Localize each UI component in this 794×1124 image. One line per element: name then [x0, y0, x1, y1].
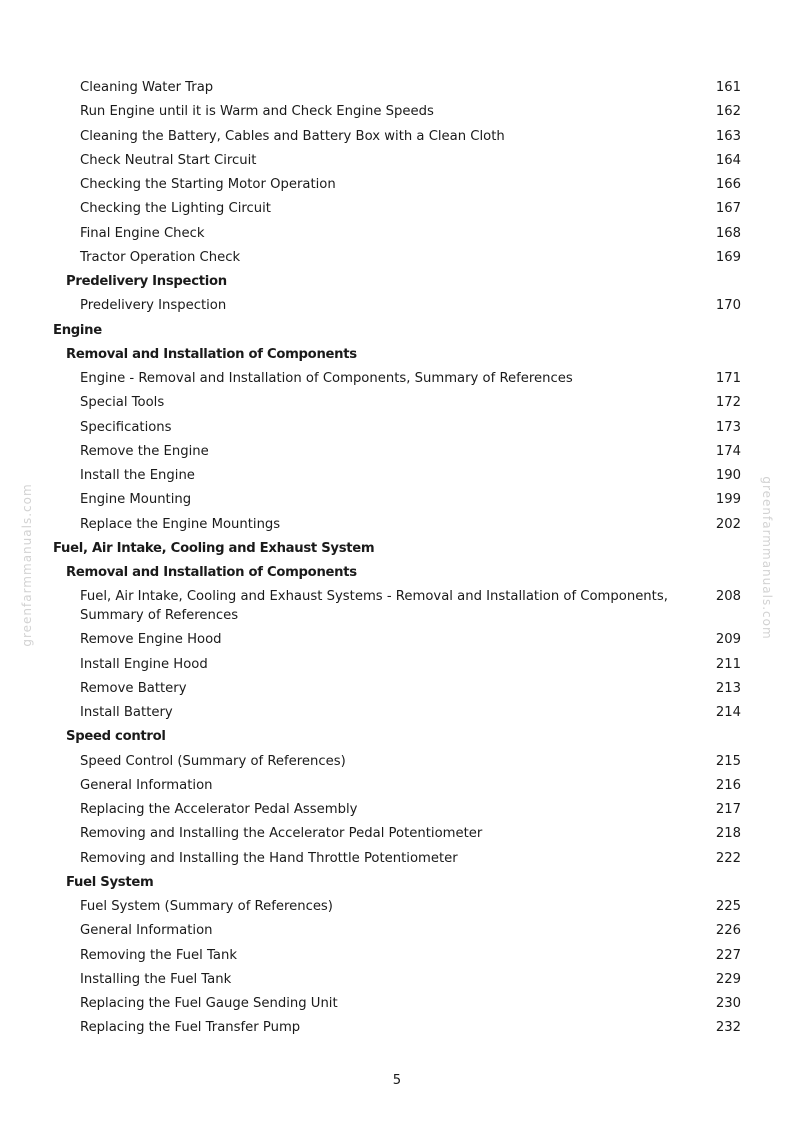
toc-entry-page: 227 — [715, 947, 741, 963]
toc-entry-title: Checking the Starting Motor Operation — [80, 177, 336, 192]
toc-entry-title: Install Battery — [80, 705, 173, 720]
toc-entry[interactable] — [0, 246, 794, 270]
toc-entry-page: 161 — [715, 80, 741, 95]
toc-section-title: Fuel, Air Intake, Cooling and Exhaust System — [53, 540, 375, 556]
table-of-contents — [0, 76, 794, 1041]
toc-entry[interactable] — [0, 197, 794, 221]
toc-entry-page: 230 — [715, 996, 741, 1011]
toc-entry[interactable] — [0, 968, 794, 992]
toc-entry[interactable] — [0, 125, 794, 149]
toc-entry-page: 170 — [715, 298, 741, 314]
toc-entry[interactable] — [0, 919, 794, 943]
toc-entry-title: Final Engine Check — [80, 225, 205, 241]
toc-entry[interactable] — [0, 847, 794, 871]
toc-entry[interactable] — [0, 488, 794, 512]
toc-entry-title: Install Engine Hood — [80, 656, 208, 672]
toc-entry[interactable] — [0, 895, 794, 919]
toc-entry-title: Replacing the Fuel Transfer Pump — [80, 1020, 301, 1036]
toc-entry-page: 226 — [715, 923, 741, 939]
toc-entry-page: 211 — [715, 656, 741, 672]
toc-entry[interactable] — [0, 173, 794, 197]
toc-entry-page: 202 — [715, 516, 741, 532]
toc-entry-title: Install the Engine — [80, 468, 195, 483]
toc-entry-page: 164 — [715, 152, 741, 168]
toc-entry-title: General Information — [80, 923, 213, 939]
toc-entry[interactable] — [0, 222, 794, 246]
toc-section-heading[interactable] — [0, 537, 794, 561]
toc-entry-page: 213 — [715, 680, 741, 696]
page-number: 5 — [392, 1073, 402, 1088]
toc-entry-page: 208 — [715, 589, 741, 605]
toc-entry-page: 199 — [715, 492, 741, 508]
toc-entry-title: Removing the Fuel Tank — [80, 947, 237, 963]
toc-entry[interactable] — [0, 701, 794, 725]
toc-entry-page: 209 — [715, 632, 741, 648]
toc-entry-title: Engine Mounting — [80, 492, 192, 508]
toc-entry-page: 168 — [715, 225, 741, 241]
toc-subsection-title: Removal and Installation of Components — [66, 565, 357, 580]
toc-entry-page: 171 — [715, 371, 741, 386]
toc-entry-page: 217 — [715, 802, 741, 817]
toc-subsection-title: Removal and Installation of Components — [66, 346, 357, 362]
toc-entry-title: Check Neutral Start Circuit — [80, 152, 257, 168]
toc-section-title: Engine — [53, 322, 102, 338]
toc-entry-title: Fuel System (Summary of References) — [80, 899, 333, 914]
toc-entry[interactable] — [0, 774, 794, 798]
toc-entry-page: 190 — [715, 468, 741, 483]
toc-subsection-heading[interactable] — [0, 561, 794, 585]
toc-entry-title: Checking the Lighting Circuit — [80, 201, 271, 217]
toc-entry-title: Remove the Engine — [80, 443, 209, 459]
toc-entry[interactable] — [0, 750, 794, 774]
toc-entry-page: 173 — [715, 419, 741, 435]
toc-entry-title: Installing the Fuel Tank — [80, 971, 232, 987]
toc-entry[interactable] — [0, 1016, 794, 1040]
toc-section-heading[interactable] — [0, 319, 794, 343]
toc-entry-title: Remove Battery — [80, 680, 187, 696]
toc-entry-title: Special Tools — [80, 395, 165, 411]
toc-entry[interactable] — [0, 677, 794, 701]
toc-entry-page: 229 — [715, 971, 741, 987]
toc-entry-page: 163 — [715, 128, 741, 144]
toc-entry[interactable] — [0, 440, 794, 464]
toc-entry-title: Specifications — [80, 419, 172, 435]
toc-entry[interactable] — [0, 944, 794, 968]
toc-entry-page: 232 — [715, 1020, 741, 1036]
toc-entry-title: Remove Engine Hood — [80, 632, 222, 648]
toc-entry[interactable] — [0, 76, 794, 100]
toc-entry[interactable] — [0, 585, 794, 628]
toc-entry[interactable] — [0, 100, 794, 124]
toc-entry-title: Speed Control (Summary of References) — [80, 753, 346, 769]
toc-entry-title: Engine - Removal and Installation of Components, Summary of References — [80, 371, 573, 386]
toc-entry-page: 218 — [715, 826, 741, 842]
toc-entry[interactable] — [0, 367, 794, 391]
toc-subsection-heading[interactable] — [0, 343, 794, 367]
toc-subsection-heading[interactable] — [0, 270, 794, 294]
toc-entry[interactable] — [0, 992, 794, 1016]
toc-entry-page: 216 — [715, 777, 741, 793]
toc-entry-page: 174 — [715, 443, 741, 459]
toc-subsection-title: Speed control — [66, 729, 166, 745]
toc-entry[interactable] — [0, 798, 794, 822]
toc-entry-title: Cleaning the Battery, Cables and Battery Box with a Clean Cloth — [80, 128, 505, 144]
watermark-left: greenfarmmanuals.com — [20, 483, 34, 647]
toc-entry[interactable] — [0, 513, 794, 537]
toc-entry[interactable] — [0, 416, 794, 440]
toc-entry-title: Predelivery Inspection — [80, 298, 227, 314]
toc-entry[interactable] — [0, 294, 794, 318]
toc-entry-page: 162 — [715, 104, 741, 120]
toc-entry-page: 222 — [715, 850, 741, 866]
toc-entry-title: Removing and Installing the Accelerator Pedal Potentiometer — [80, 826, 483, 842]
toc-entry-page: 167 — [715, 201, 741, 217]
watermark-right: greenfarmmanuals.com — [760, 476, 774, 640]
toc-entry-title: Replace the Engine Mountings — [80, 516, 281, 532]
toc-entry-title: Replacing the Accelerator Pedal Assembly — [80, 802, 358, 817]
toc-entry-page: 172 — [715, 395, 741, 411]
toc-subsection-heading[interactable] — [0, 725, 794, 749]
toc-entry-title: Run Engine until it is Warm and Check Engine Speeds — [80, 104, 434, 120]
toc-entry[interactable] — [0, 464, 794, 488]
toc-entry[interactable] — [0, 149, 794, 173]
toc-entry[interactable] — [0, 653, 794, 677]
toc-entry-page: 214 — [715, 705, 741, 720]
toc-subsection-title: Fuel System — [66, 874, 154, 890]
toc-entry-title: Replacing the Fuel Gauge Sending Unit — [80, 996, 338, 1011]
toc-entry-title: Fuel, Air Intake, Cooling and Exhaust Systems - Removal and Installation of Components, Summary of References — [80, 589, 668, 624]
toc-entry-title: General Information — [80, 777, 213, 793]
toc-entry-page: 169 — [715, 249, 741, 265]
toc-subsection-title: Predelivery Inspection — [66, 274, 227, 289]
toc-entry[interactable] — [0, 822, 794, 846]
toc-entry-page: 166 — [715, 177, 741, 192]
toc-entry-title: Tractor Operation Check — [80, 249, 241, 265]
toc-entry[interactable] — [0, 391, 794, 415]
toc-entry-title: Cleaning Water Trap — [80, 80, 214, 95]
toc-entry-page: 215 — [715, 753, 741, 769]
toc-subsection-heading[interactable] — [0, 871, 794, 895]
toc-entry-title: Removing and Installing the Hand Throttle Potentiometer — [80, 850, 458, 866]
toc-entry[interactable] — [0, 628, 794, 652]
toc-entry-page: 225 — [715, 899, 741, 914]
